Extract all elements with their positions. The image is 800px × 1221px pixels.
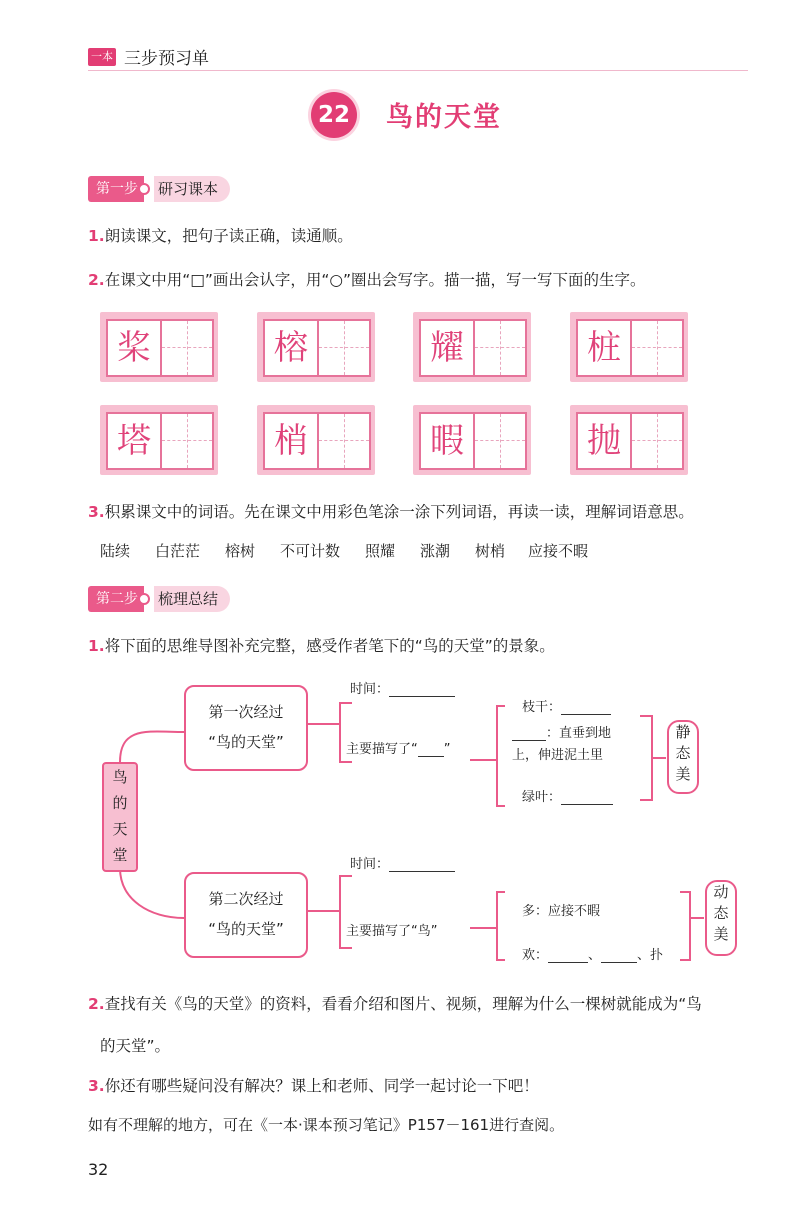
practice-char: 耀 (430, 328, 464, 368)
brand-title: 三步预习单 (124, 49, 209, 69)
vocab-word: 榕树 (225, 542, 256, 560)
question-number: 1. (88, 637, 105, 655)
main-subject-field-1: 主要描写了“ ” (346, 742, 451, 757)
question-number: 2. (88, 271, 105, 289)
question-number: 1. (88, 227, 105, 245)
step1-tag: 第一步 (88, 176, 144, 202)
step2-name: 梳理总结 (154, 586, 230, 612)
root-char: 堂 (112, 846, 128, 864)
vocab-word: 白茫茫 (155, 542, 201, 560)
trunk-field: 枝干： (522, 696, 611, 715)
reference-note: 如有不理解的地方，可在《一本·课本预习笔记》P157－161进行查阅。 (88, 1116, 565, 1134)
time-field-1: 时间： (350, 678, 455, 697)
question-text: 积累课文中的词语。先在课文中用彩色笔涂一涂下列词语，再读一读，理解词语意思。 (104, 503, 694, 521)
practice-char: 梢 (274, 421, 308, 461)
first-visit-node (184, 685, 308, 771)
question-number: 3. (88, 503, 105, 521)
page-number: 32 (88, 1160, 109, 1179)
time-field-2: 时间： (350, 853, 455, 872)
step2-tag: 第二步 (88, 586, 144, 612)
first-visit-line1: 第一次经过 (208, 703, 284, 721)
root-char: 鸟 (112, 768, 128, 786)
vocab-word: 涨潮 (420, 542, 451, 560)
root-char: 的 (112, 794, 128, 812)
roots-field: ：直垂到地 (512, 722, 611, 741)
practice-char: 榕 (274, 328, 308, 368)
lesson-title: 鸟的天堂 (386, 102, 502, 133)
question-number: 2. (88, 995, 105, 1013)
question-text: 你还有哪些疑问没有解决？课上和老师、同学一起讨论一下吧！ (104, 1077, 539, 1095)
question-text: 将下面的思维导图补充完整，感受作者笔下的“鸟的天堂”的景象。 (104, 637, 555, 655)
brand-badge: 一本 (88, 48, 116, 66)
question-text: 朗读课文，把句子读正确，读通顺。 (104, 227, 353, 245)
root-char: 天 (112, 820, 128, 838)
dynamic-beauty-node: 动 态 美 (705, 880, 737, 956)
leaves-field: 绿叶： (522, 786, 613, 805)
question-text: 查找有关《鸟的天堂》的资料，看看介绍和图片、视频，理解为什么一棵树就能成为“鸟 (104, 995, 702, 1013)
practice-char: 暇 (430, 421, 464, 461)
main-subject-field-2: 主要描写了“鸟” (346, 924, 438, 939)
practice-char: 塔 (117, 421, 151, 461)
vocab-word: 应接不暇 (528, 542, 589, 560)
vocab-word: 树梢 (475, 542, 506, 560)
second-visit-line2: “鸟的天堂” (208, 920, 284, 938)
second-visit-node (184, 872, 308, 958)
question-number: 3. (88, 1077, 105, 1095)
practice-char: 桩 (587, 328, 621, 368)
practice-char: 桨 (117, 328, 151, 368)
step1-name: 研习课本 (154, 176, 230, 202)
question-text: 在课文中用“□”画出会认字，用“○”圈出会写字。描一描，写一写下面的生字。 (104, 271, 646, 289)
vocab-word: 照耀 (365, 542, 396, 560)
lesson-number-badge: 22 (311, 92, 357, 138)
second-visit-line1: 第二次经过 (208, 890, 284, 908)
step2-question-3 (88, 1074, 539, 1096)
birds-happy-field: 欢： 、 、扑 (522, 948, 664, 963)
mindmap-root (102, 762, 138, 872)
practice-char: 抛 (587, 421, 621, 461)
static-beauty-node: 静 态 美 (667, 720, 699, 794)
step2-question-2 (88, 992, 702, 1014)
roots-field-line2: 上，伸进泥土里 (512, 748, 604, 763)
step2-question-2-cont: 的天堂”。 (100, 1037, 171, 1055)
first-visit-line2: “鸟的天堂” (208, 733, 284, 751)
vocab-word: 不可计数 (280, 542, 341, 560)
vocab-word: 陆续 (100, 542, 131, 560)
birds-many-field: 多：应接不暇 (522, 904, 601, 919)
